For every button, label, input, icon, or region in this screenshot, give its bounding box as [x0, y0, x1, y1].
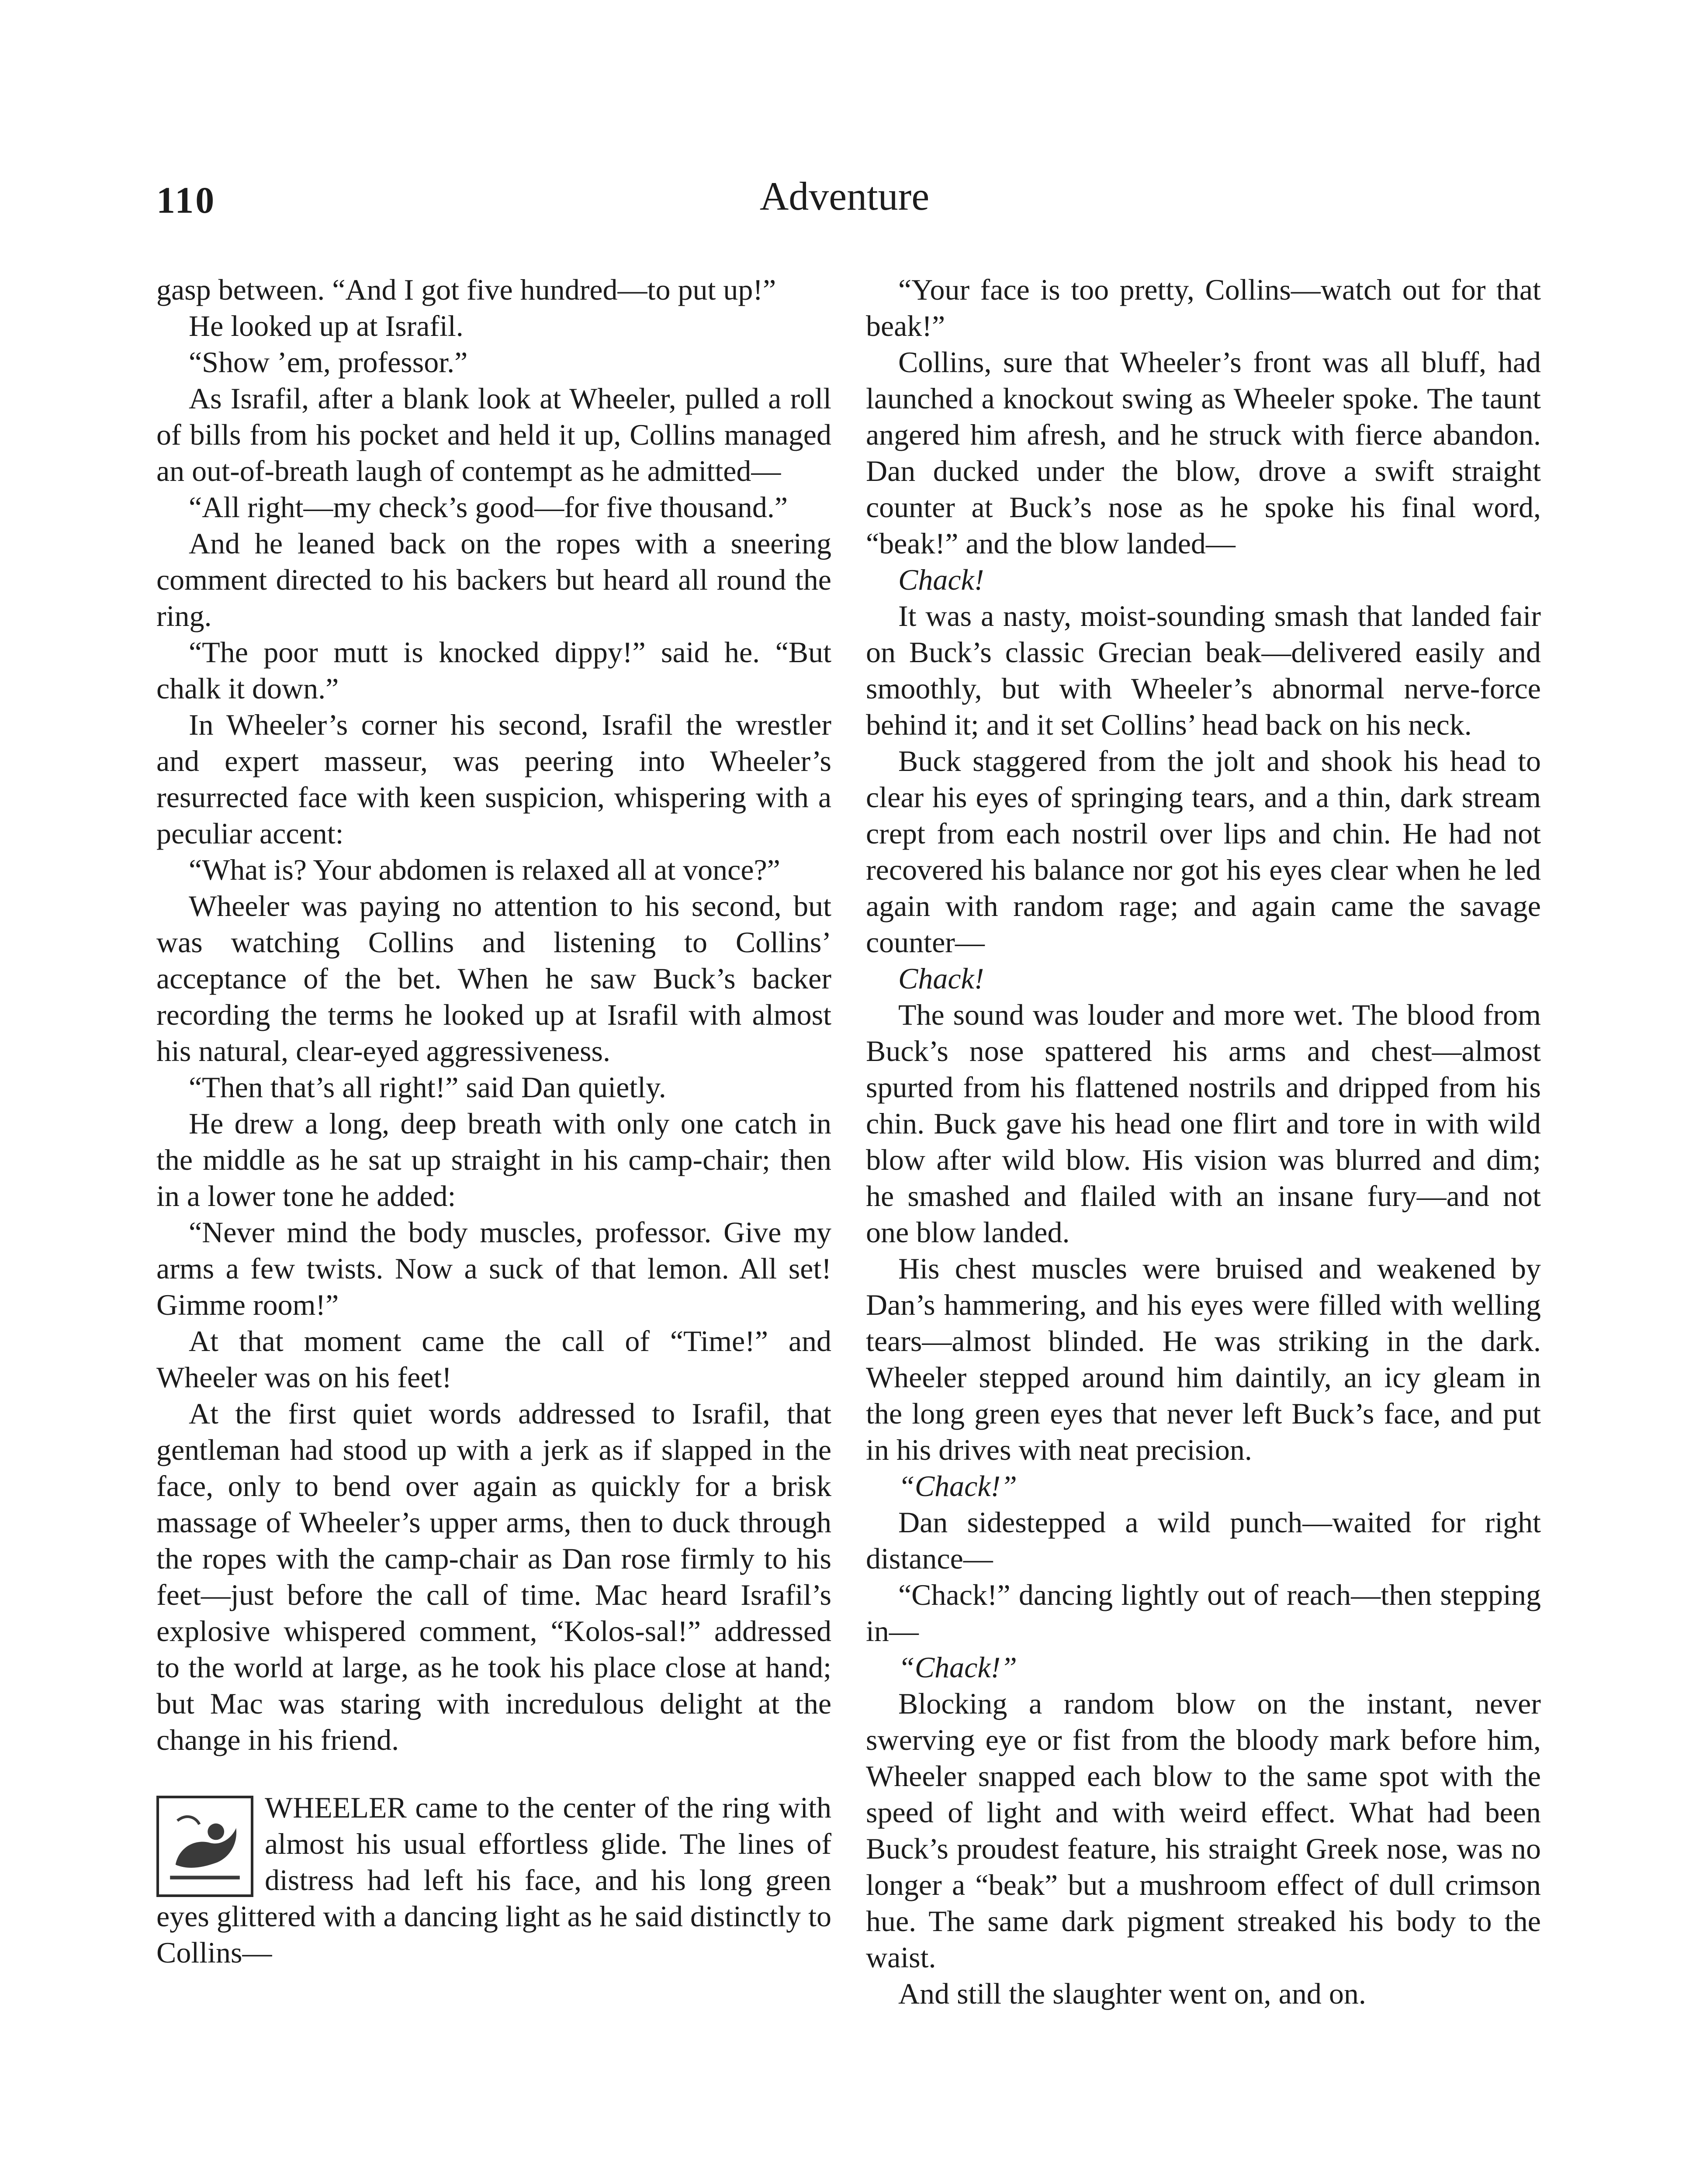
left-column	[156, 272, 831, 1971]
paragraph: Wheeler was paying no attention to his second, but was watching Collins and listening to Collins’ acceptance of the bet. When he saw Buck’s backer recording the terms he looked up at Israfil with almost his natural, clear-eyed aggressiveness.	[156, 889, 831, 1068]
paragraph: “All right—my check’s good—for five thousand.”	[189, 491, 788, 524]
page-header	[156, 174, 1533, 244]
paragraph: “What is? Your abdomen is relaxed all at vonce?”	[189, 853, 780, 886]
paragraph: At the first quiet words addressed to Israfil, that gentleman had stood up with a jerk as if slapped in the face, only to bend over again as quickly for a brisk massage of Wheeler’s upper arms, then to duck through the ropes with the camp-chair as Dan rose firmly to his feet—just before the call of time. Mac heard Israfil’s explosive whispered comment, “Kolos-sal!” addressed to the world at large, as he took his place close at hand; but Mac was staring with incredulous delight at the change in his friend.	[156, 1397, 831, 1756]
paragraph: Dan sidestepped a wild punch—waited for right distance—	[866, 1506, 1541, 1575]
paragraph: And he leaned back on the ropes with a sneering comment directed to his backers but heard all round the ring.	[156, 527, 831, 632]
paragraph: “Chack!”	[898, 1651, 1017, 1684]
paragraph: “The poor mutt is knocked dippy!” said he. “But chalk it down.”	[156, 636, 831, 705]
paragraph: He looked up at Israfil.	[189, 309, 464, 342]
paragraph: “Chack!” dancing lightly out of reach—then stepping in—	[866, 1578, 1541, 1648]
paragraph: Collins, sure that Wheeler’s front was all bluff, had launched a knockout swing as Wheeler spoke. The taunt angered him afresh, and he struck with fierce abandon. Dan ducked under the blow, drove a swift straight counter at Buck’s nose as he spoke his final word, “beak!” and the blow landed—	[866, 346, 1541, 560]
paragraph: His chest muscles were bruised and weakened by Dan’s hammering, and his eyes were filled with welling tears—almost blinded. He was striking in the dark. Wheeler stepped around him daintily, an icy gleam in the long green eyes that never left Buck’s face, and put in his drives with neat precision.	[866, 1252, 1541, 1466]
paragraph: Blocking a random blow on the instant, never swerving eye or fist from the bloody mark before him, Wheeler snapped each blow to the same spot with the speed of light and with weird effect. What had been Buck’s proudest feature, his straight Greek nose, was no longer a “beak” but a mushroom effect of dull crimson hue. The same dark pigment streaked his body to the waist.	[866, 1687, 1541, 1974]
paragraph: “Never mind the body muscles, professor. Give my arms a few twists. Now a suck of that lemon. All set! Gimme room!”	[156, 1216, 831, 1321]
paragraph: Buck staggered from the jolt and shook his head to clear his eyes of springing tears, and a thin, dark stream crept from each nostril over lips and chin. He had not recovered his balance nor got his eyes clear when he led again with random rage; and again came the savage counter—	[866, 744, 1541, 959]
decorative-initial-icon	[156, 1796, 253, 1897]
paragraph: He drew a long, deep breath with only one catch in the middle as he sat up straight in his camp-chair; then in a lower tone he added:	[156, 1107, 831, 1213]
paragraph: “Show ’em, professor.”	[189, 346, 468, 379]
page-number: 110	[156, 179, 216, 221]
paragraph: gasp between. “And I got five hundred—to put up!”	[156, 273, 776, 306]
paragraph: At that moment came the call of “Time!” and Wheeler was on his feet!	[156, 1324, 831, 1394]
paragraph: WHEELER came to the center of the ring with almost his usual effortless glide. The lines of distress had left his face, and his long green eyes glittered with a dancing light as he said distinctly to Collins—	[156, 1791, 831, 1969]
paragraph: “Chack!”	[898, 1469, 1017, 1503]
paragraph: As Israfil, after a blank look at Wheeler, pulled a roll of bills from his pocket and held it up, Collins managed an out-of-breath laugh of contempt as he admitted—	[156, 382, 831, 487]
paragraph: “Then that’s all right!” said Dan quietly.	[189, 1071, 666, 1104]
paragraph: Chack!	[898, 962, 984, 995]
paragraph: And still the slaughter went on, and on.	[898, 1977, 1366, 2010]
running-title: Adventure	[759, 174, 930, 218]
right-column	[866, 272, 1541, 2012]
paragraph: Chack!	[898, 563, 984, 596]
paragraph: It was a nasty, moist-sounding smash that landed fair on Buck’s classic Grecian beak—delivered easily and smoothly, but with Wheeler’s abnormal nerve-force behind it; and it set Collins’ head back on his neck.	[866, 599, 1541, 741]
paragraph: In Wheeler’s corner his second, Israfil the wrestler and expert masseur, was peering into Wheeler’s resurrected face with keen suspicion, whispering with a peculiar accent:	[156, 708, 831, 850]
paragraph: The sound was louder and more wet. The blood from Buck’s nose spattered his arms and chest—almost spurted from his flattened nostrils and dripped from his chin. Buck gave his head one flirt and tore in with wild blow after wild blow. His vision was blurred and dim; he smashed and flailed with an insane fury—and not one blow landed.	[866, 998, 1541, 1249]
paragraph: “Your face is too pretty, Collins—watch out for that beak!”	[866, 273, 1541, 342]
